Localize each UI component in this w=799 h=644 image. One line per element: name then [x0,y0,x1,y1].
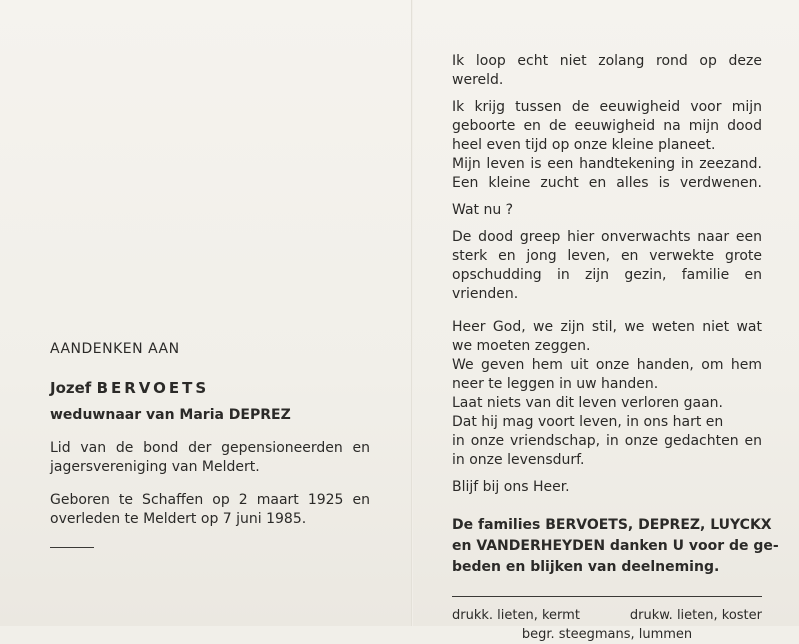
birth-death-paragraph [50,491,370,529]
card-fold [411,0,413,626]
text-line: Mijn leven is een handtekening in zeezand. [452,156,762,172]
text-line: De families BERVOETS, DEPREZ, LUYCKX [452,517,772,533]
text-line: heel even tijd op onze kleine planeet. [452,137,716,153]
printer-right: drukw. lieten, koster [629,608,762,623]
remembrance-heading: AANDENKEN AAN [50,341,180,357]
text-line: en VANDERHEYDEN danken U voor de ge- [452,538,779,554]
text-line: we moeten zeggen. [452,338,591,354]
text-line: beden en blijken van deelneming. [452,559,720,575]
poem-stanza-3 [452,201,762,220]
left-page [50,340,370,548]
printer-credits [452,606,762,644]
text-line: We geven hem uit onze handen, om hem [452,357,762,373]
poem-stanza-2 [452,98,762,193]
first-name: Jozef [50,379,92,397]
printer-left: drukk. lieten, kermt [452,608,580,623]
text-line: Heer God, we zijn stil, we weten niet wat [452,319,762,335]
text-line: in onze levensdurf. [452,452,585,468]
text-line: overleden te Meldert op 7 juni 1985. [50,511,307,527]
family-thanks [452,515,779,578]
text-line: neer te leggen in uw handen. [452,376,659,392]
closing-line [452,478,762,497]
right-page [452,52,779,644]
divider [50,547,94,548]
text-line: Blijf bij ons Heer. [452,479,570,495]
text-line: Wat nu ? [452,202,514,218]
text-line: Lid van de bond der gepensioneerden en [50,440,370,456]
text-line: Een kleine zucht en alles is verdwenen. [452,175,762,191]
divider [452,596,762,597]
text-line: Dat hij mag voort leven, in ons hart en [452,414,724,430]
printer-line: begr. steegmans, lummen [521,627,693,642]
text-line: jagersvereniging van Meldert. [50,459,260,475]
text-line: Laat niets van dit leven verloren gaan. [452,395,723,411]
poem-stanza-4 [452,228,762,304]
text-line: wereld. [452,72,504,88]
text-line: opschudding in zijn gezin, familie en [452,267,762,283]
text-line: in onze vriendschap, in onze gedachten en [452,433,762,449]
text-line: geboorte en de eeuwigheid na mijn dood [452,118,762,134]
printer-line [452,606,762,625]
text-line: De dood greep hier onverwachts naar een [452,229,762,245]
poem-stanza-1 [452,52,762,90]
text-line: Ik krijg tussen de eeuwigheid voor mijn [452,99,762,115]
text-line: Ik loop echt niet zolang rond op deze [452,53,762,69]
surname: BERVOETS [96,379,210,397]
text-line: Geboren te Schaffen op 2 maart 1925 en [50,492,370,508]
prayer-paragraph [452,318,762,470]
deceased-name [50,379,370,398]
text-line: vrienden. [452,286,519,302]
widower-line: weduwnaar van Maria DEPREZ [50,407,291,423]
text-line: sterk en jong leven, en verwekte grote [452,248,762,264]
membership-paragraph [50,439,370,477]
